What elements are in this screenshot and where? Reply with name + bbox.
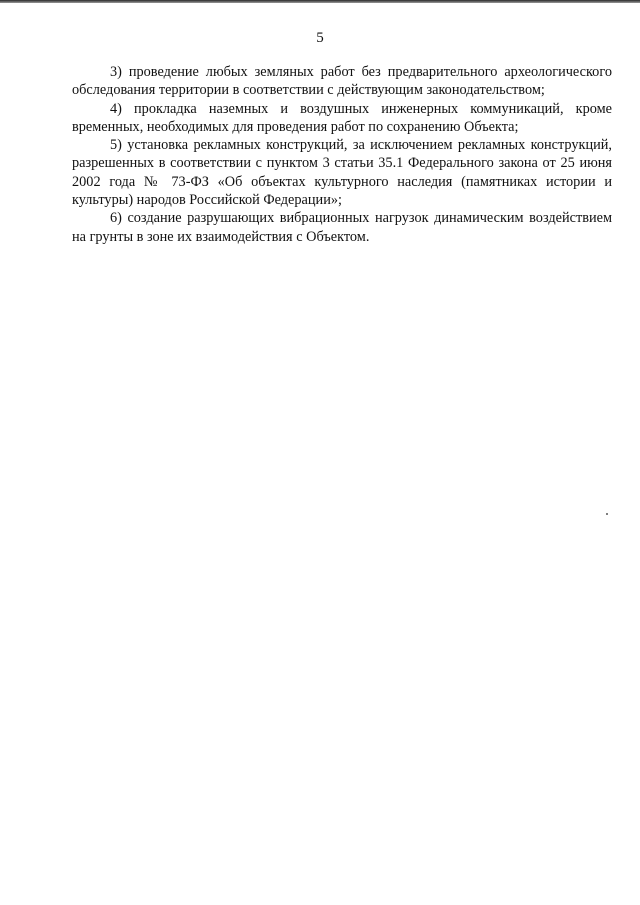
list-item-4: 4) прокладка наземных и воздушных инженерных коммуникаций, кроме временных, необходимых для проведения работ по сохранению Объекта; bbox=[72, 100, 612, 135]
page-number: 5 bbox=[316, 30, 324, 46]
scan-top-edge bbox=[0, 0, 640, 3]
document-body bbox=[72, 63, 612, 246]
list-item-5: 5) установка рекламных конструкций, за исключением рекламных конструкций, разрешенных в соответствии с пунктом 3 статьи 35.1 Федерального закона от 25 июня 2002 года № 73-ФЗ «Об объектах культурного наследия (памятниках истории и культуры) народов Российской Федерации»; bbox=[72, 137, 612, 209]
list-item-3: 3) проведение любых земляных работ без предварительного археологического обследования территории в соответствии с действующим законодательством; bbox=[72, 64, 612, 99]
scan-speck bbox=[606, 513, 608, 515]
list-item-6: 6) создание разрушающих вибрационных нагрузок динамическим воздействием на грунты в зоне их взаимодействия с Объектом. bbox=[72, 210, 612, 245]
